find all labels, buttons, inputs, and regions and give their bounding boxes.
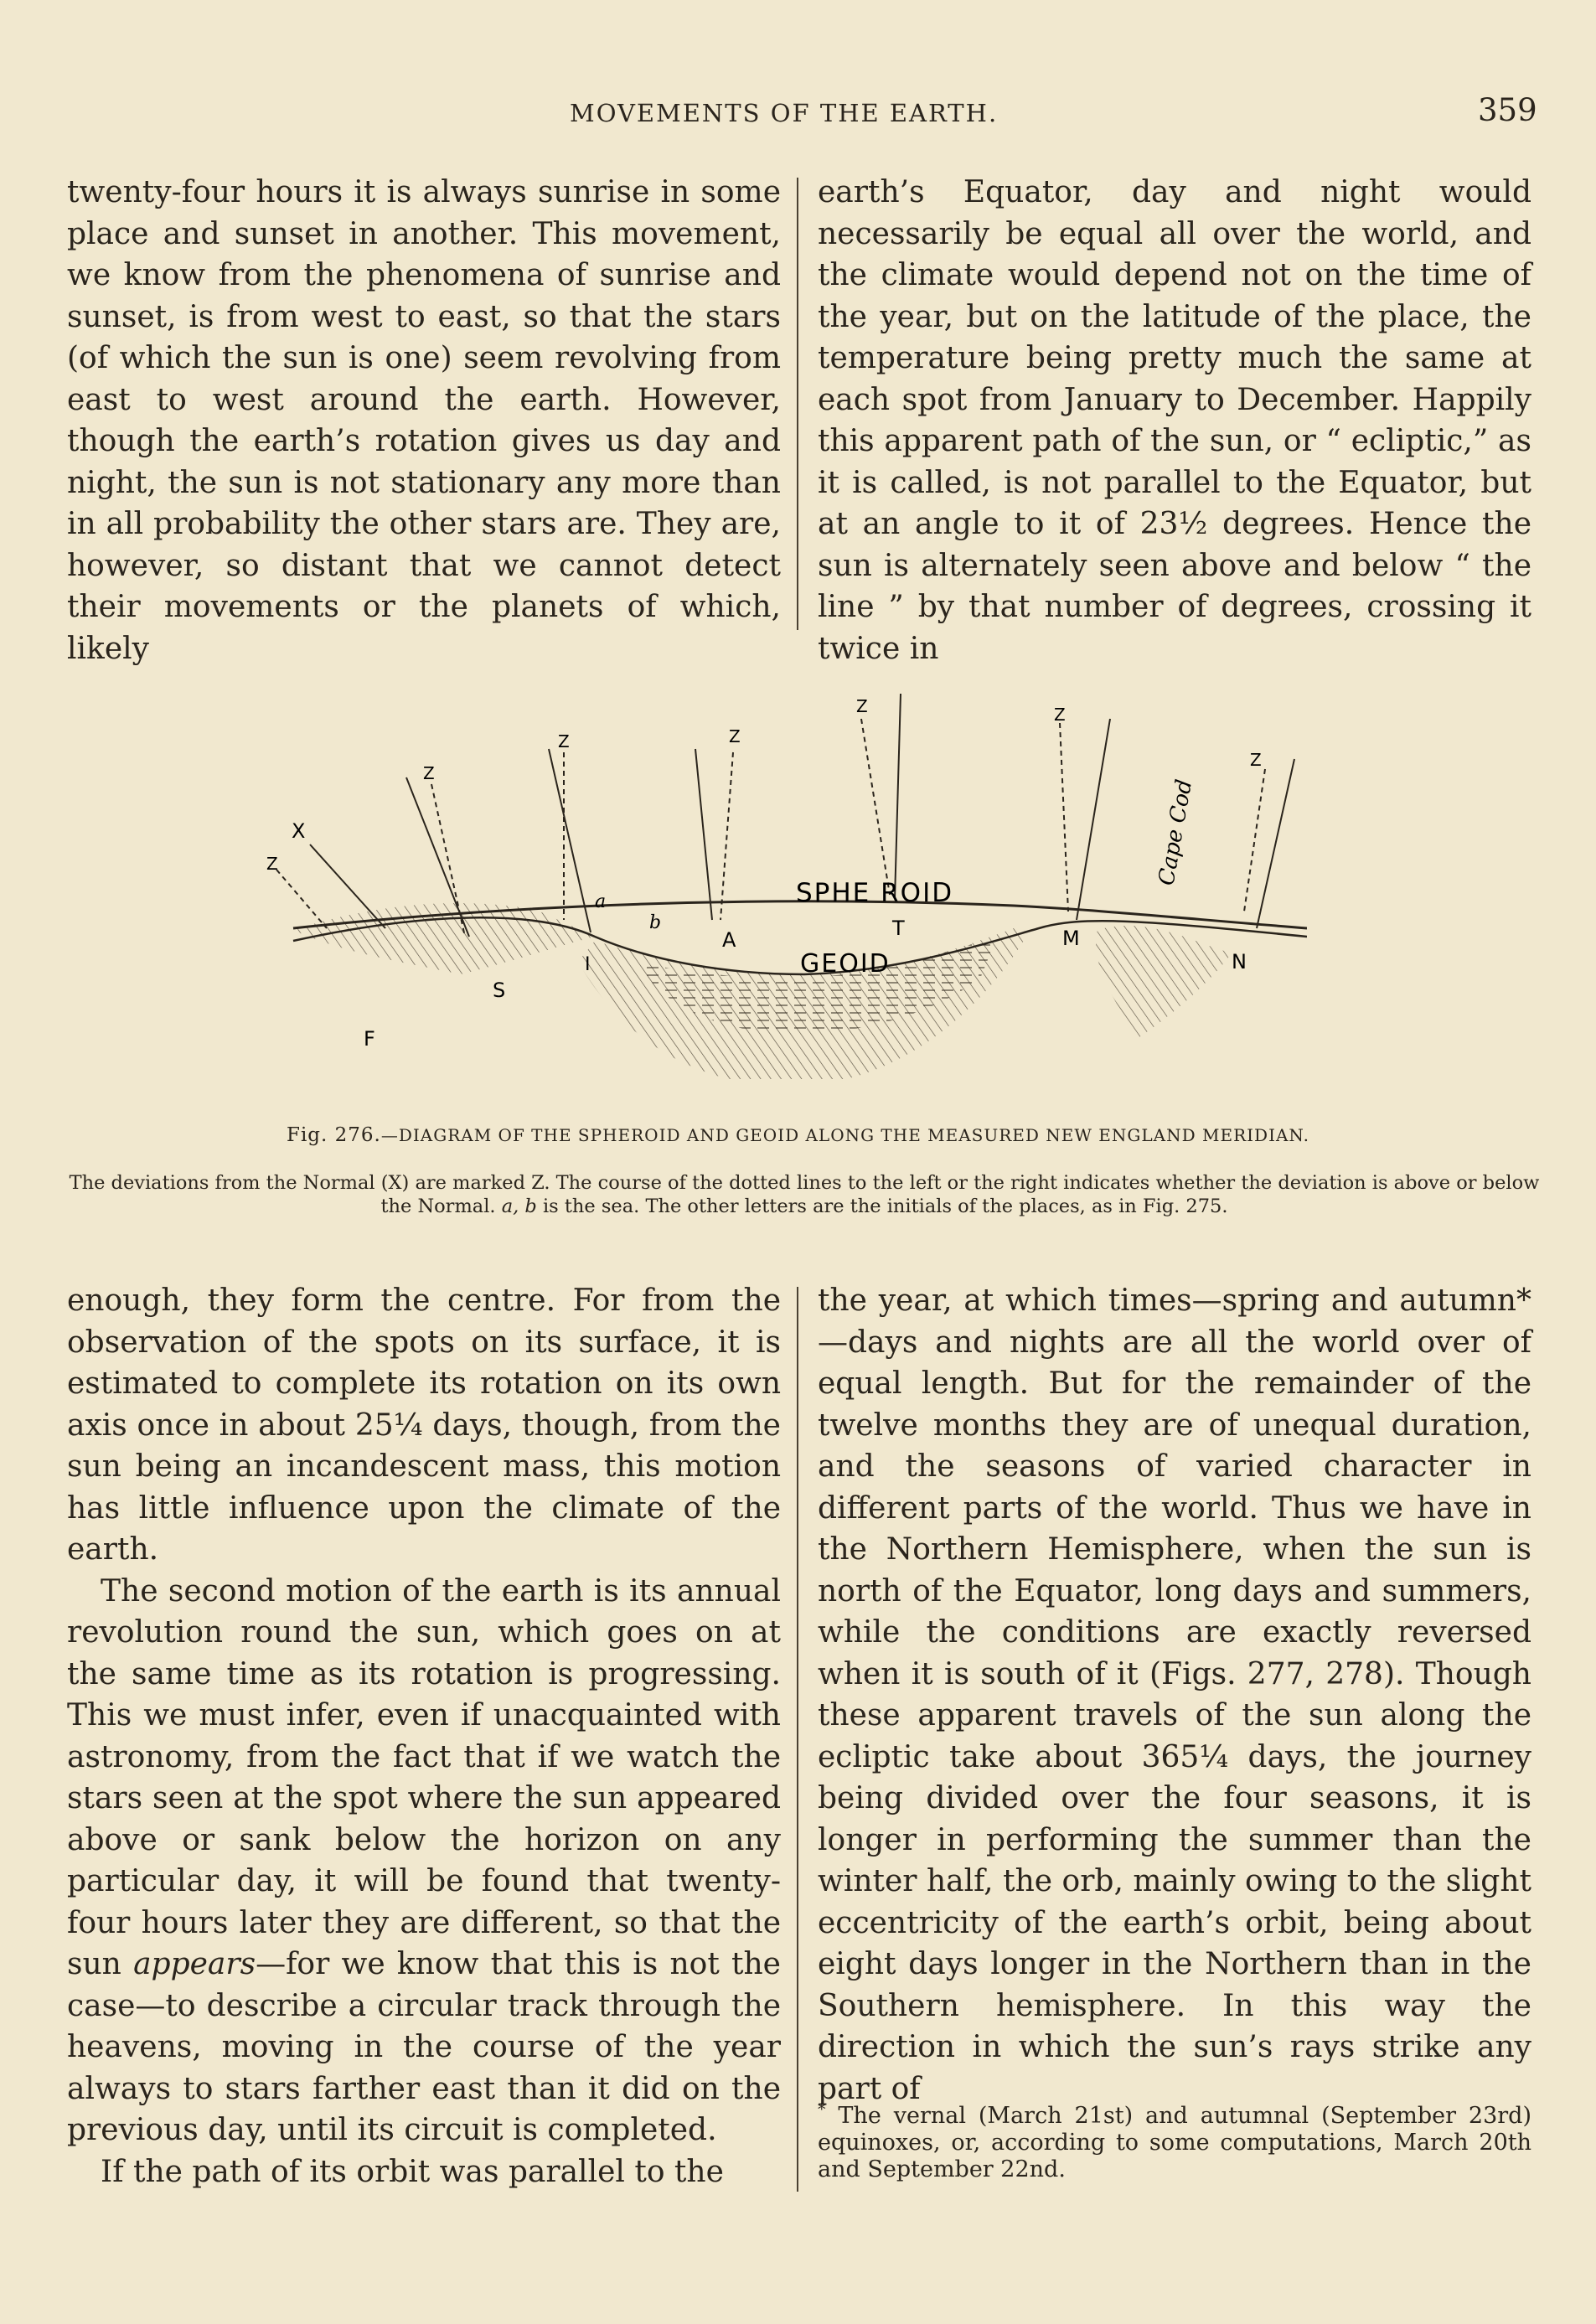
normal-line [695, 749, 712, 920]
paragraph-2-text: The second motion of the earth is its annual revolution round the sun, which goes on at the same time as its rotation is progressing. This we must infer, even if unacquainted with astronomy, from the fact that if we watch the stars seen at the spot where the sun appeared above or sank below the horizon on any particular day, it will be found that twenty-four hours later they are different, so that the sun [67, 1573, 781, 1981]
top-left-paragraph: twenty-four hours it is always sunrise in some place and sunset in another. This movement, we know from the phenomena of sunrise and sunset, is from west to east, so that the stars (of which the sun is one) seem revolving from east to west around the earth. However, though the earth’s rotation gives us day and night, the sun is not stationary any more than in all probability the other stars are. They are, however, so distant that we cannot detect their movements or the planets of which, likely [67, 175, 781, 666]
spheroid-geoid-diagram [260, 685, 1307, 1113]
label-A: A [722, 928, 736, 952]
footnote-marker: * [818, 2100, 826, 2119]
paragraph-2-emphasis: appears [133, 1947, 256, 1981]
label-geoid: GEOID [800, 949, 891, 979]
label-a-lower: a [595, 891, 607, 912]
page-header [0, 92, 1596, 134]
caption-note-ab: a, b [501, 1196, 537, 1217]
label-F: F [364, 1027, 375, 1051]
figure-number: Fig. 276. [286, 1124, 381, 1146]
normal-line [895, 694, 901, 899]
footnote [818, 2096, 1531, 2183]
label-I: I [585, 954, 591, 975]
label-M: M [1062, 927, 1080, 950]
normal-line [1077, 719, 1110, 920]
label-z: Z [558, 731, 570, 751]
label-z: Z [266, 854, 278, 874]
figure-title: —DIAGRAM OF THE SPHEROID AND GEOID ALONG THE MEASURED NEW ENGLAND MERIDIAN. [380, 1125, 1309, 1145]
deviation-line [276, 870, 327, 928]
bottom-left-paragraph-3: If the path of its orbit was parallel to the [101, 2154, 724, 2189]
label-cape-cod: Cape Cod [1154, 777, 1198, 888]
label-N: N [1232, 950, 1247, 973]
deviation-line [1060, 723, 1068, 912]
bottom-right-column [818, 1280, 1531, 2110]
label-x: X [292, 819, 306, 843]
top-right-paragraph: earth’s Equator, day and night would necessarily be equal all over the world, and the climate would depend not on the time of the year, but on the latitude of the place, the temperature being pretty much the same at each spot from January to December. Happily this apparent path of the sun, or “ ecliptic,” as it is called, is not parallel to the Equator, but at an angle to it of 23½ degrees. Hence the sun is alternately seen above and below “ the line ” by that number of degrees, crossing it twice in [818, 175, 1531, 666]
label-z: Z [1054, 705, 1066, 725]
label-z: Z [423, 763, 435, 783]
deviation-line [1244, 769, 1265, 912]
bottom-left-column [67, 1280, 781, 2192]
top-right-column [818, 172, 1531, 669]
bottom-left-paragraph-2 [67, 1571, 781, 2151]
deviation-line [861, 719, 890, 895]
bottom-left-paragraph-1: enough, they form the centre. For from the observation of the spots on its surface, it is estimated to complete its rotation on its own axis once in about 25¼ days, though, from the sun being an incandescent mass, this motion has little influence upon the climate of the earth. [67, 1283, 781, 1567]
figure-caption-title [0, 1124, 1596, 1146]
label-b-lower: b [649, 912, 662, 933]
running-title: MOVEMENTS OF THE EARTH. [570, 99, 999, 127]
caption-note-part-2: is the sea. The other letters are the initials of the places, as in Fig. 275. [536, 1196, 1228, 1217]
page-number: 359 [1478, 92, 1537, 128]
label-z: Z [1250, 750, 1262, 770]
deviation-line [721, 752, 733, 920]
footnote-text: The vernal (March 21st) and autumnal (September 23rd) equinoxes, or, according to some computations, March 20th and September 22nd. [818, 2103, 1531, 2182]
label-spheroid: SPHE ROID [796, 878, 954, 908]
normal-line [1257, 759, 1294, 928]
label-T: T [892, 917, 905, 940]
paragraph-2-text-end: —for we know that this is not the case—to describe a circular track through the heavens, moving in the course of the year always to stars farther east than it did on the previous day, until its circuit is completed. [67, 1947, 781, 2147]
label-z: Z [729, 726, 741, 746]
bottom-right-paragraph: the year, at which times—spring and autumn*—days and nights are all the world over of equal length. But for the remainder of the twelve months they are of unequal duration, and the seasons of varied character in different parts of the world. Thus we have in the Northern Hemisphere, when the sun is north of the Equator, long days and summers, while the conditions are exactly reversed when it is south of it (Figs. 277, 278). Though these apparent travels of the sun along the ecliptic take about 365¼ days, the journey being divided over the four seasons, it is longer in performing the summer than the winter half, the orb, mainly owing to the slight eccentricity of the earth’s orbit, being about eight days longer in the Northern than in the Southern hemisphere. In this way the direction in which the sun’s rays strike any part of [818, 1283, 1531, 2106]
bottom-column-rule [797, 1287, 798, 2192]
normal-line [549, 749, 591, 932]
cape-hatch [1096, 926, 1232, 1037]
top-column-rule [797, 178, 798, 630]
caption-note-part-1: The deviations from the Normal (X) are marked Z. The course of the dotted lines to the left or the right indicates whether the deviation is above or below the Normal. [69, 1172, 1540, 1217]
label-z: Z [856, 696, 868, 716]
figure-caption-note [67, 1171, 1542, 1218]
label-S: S [493, 979, 506, 1002]
top-left-column [67, 172, 781, 669]
